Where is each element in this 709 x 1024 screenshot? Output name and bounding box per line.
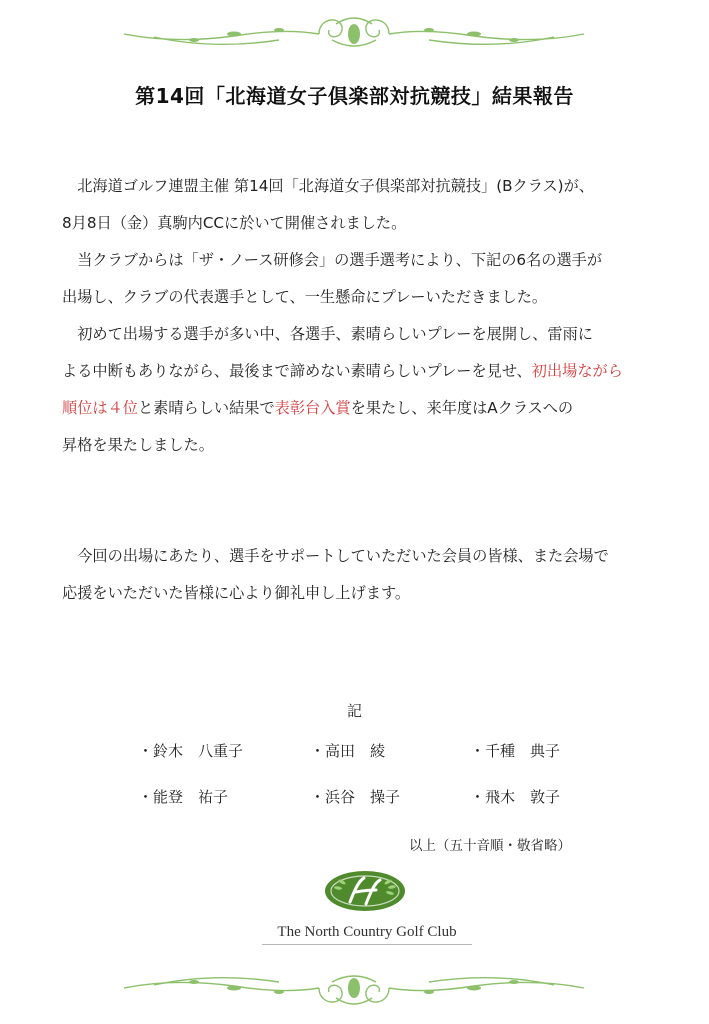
top-floral-ornament [114, 10, 594, 58]
player-name: ・鈴木 八重子 [138, 742, 244, 760]
paragraph-4-line-2: 応援をいただいた皆様に心より御礼申し上げます。 [62, 584, 411, 602]
closing-note: 以上（五十音順・敬省略） [409, 838, 571, 854]
paragraph-2-line-1: 当クラブからは「ザ・ノース研修会」の選手選考により、下記の6名の選手が [62, 251, 603, 269]
page-title: 第14回「北海道女子倶楽部対抗競技」結果報告 [135, 84, 574, 108]
paragraph-3-line-2-text: よる中断もありながら、最後まで諦めない素晴らしいプレーを見せ、 [62, 362, 532, 380]
club-name: The North Country Golf Club [262, 924, 472, 945]
rank-highlight: 順位は４位 [62, 399, 138, 417]
player-name: ・浜谷 操子 [310, 788, 401, 806]
club-logo-icon [322, 868, 408, 914]
report-body [62, 168, 662, 612]
player-name: ・飛木 敦子 [470, 788, 561, 806]
paragraph-4-line-1: 今回の出場にあたり、選手をサポートしていただいた会員の皆様、また会場で [62, 547, 609, 565]
paragraph-3-line-3 [62, 390, 662, 427]
player-name: ・能登 祐子 [138, 788, 229, 806]
first-appearance-highlight: 初出場ながら [531, 362, 623, 380]
paragraph-3-line-4: 昇格を果たしました。 [62, 436, 214, 454]
paragraph-3-line-2 [62, 353, 662, 390]
podium-highlight: 表彰台入賞 [274, 399, 351, 417]
paragraph-1-line-1: 北海道ゴルフ連盟主催 第14回「北海道女子倶楽部対抗競技」(Bクラス)が、 [62, 177, 594, 195]
paragraph-1-line-2: 8月8日（金）真駒内CCに於いて開催されました。 [62, 214, 407, 232]
bottom-floral-ornament [114, 964, 594, 1012]
player-name: ・高田 綾 [310, 742, 386, 760]
paragraph-3-line-3-text-a: と素晴らしい結果で [137, 399, 275, 417]
player-name: ・千種 典子 [470, 742, 561, 760]
paragraph-3-line-3-text-b: を果たし、来年度はAクラスへの [350, 399, 574, 417]
ki-heading: 記 [346, 702, 362, 720]
paragraph-2-line-2: 出場し、クラブの代表選手として、一生懸命にプレーいただきました。 [62, 288, 548, 306]
paragraph-3-line-1: 初めて出場する選手が多い中、各選手、素晴らしいプレーを展開し、雷雨に [62, 325, 593, 343]
